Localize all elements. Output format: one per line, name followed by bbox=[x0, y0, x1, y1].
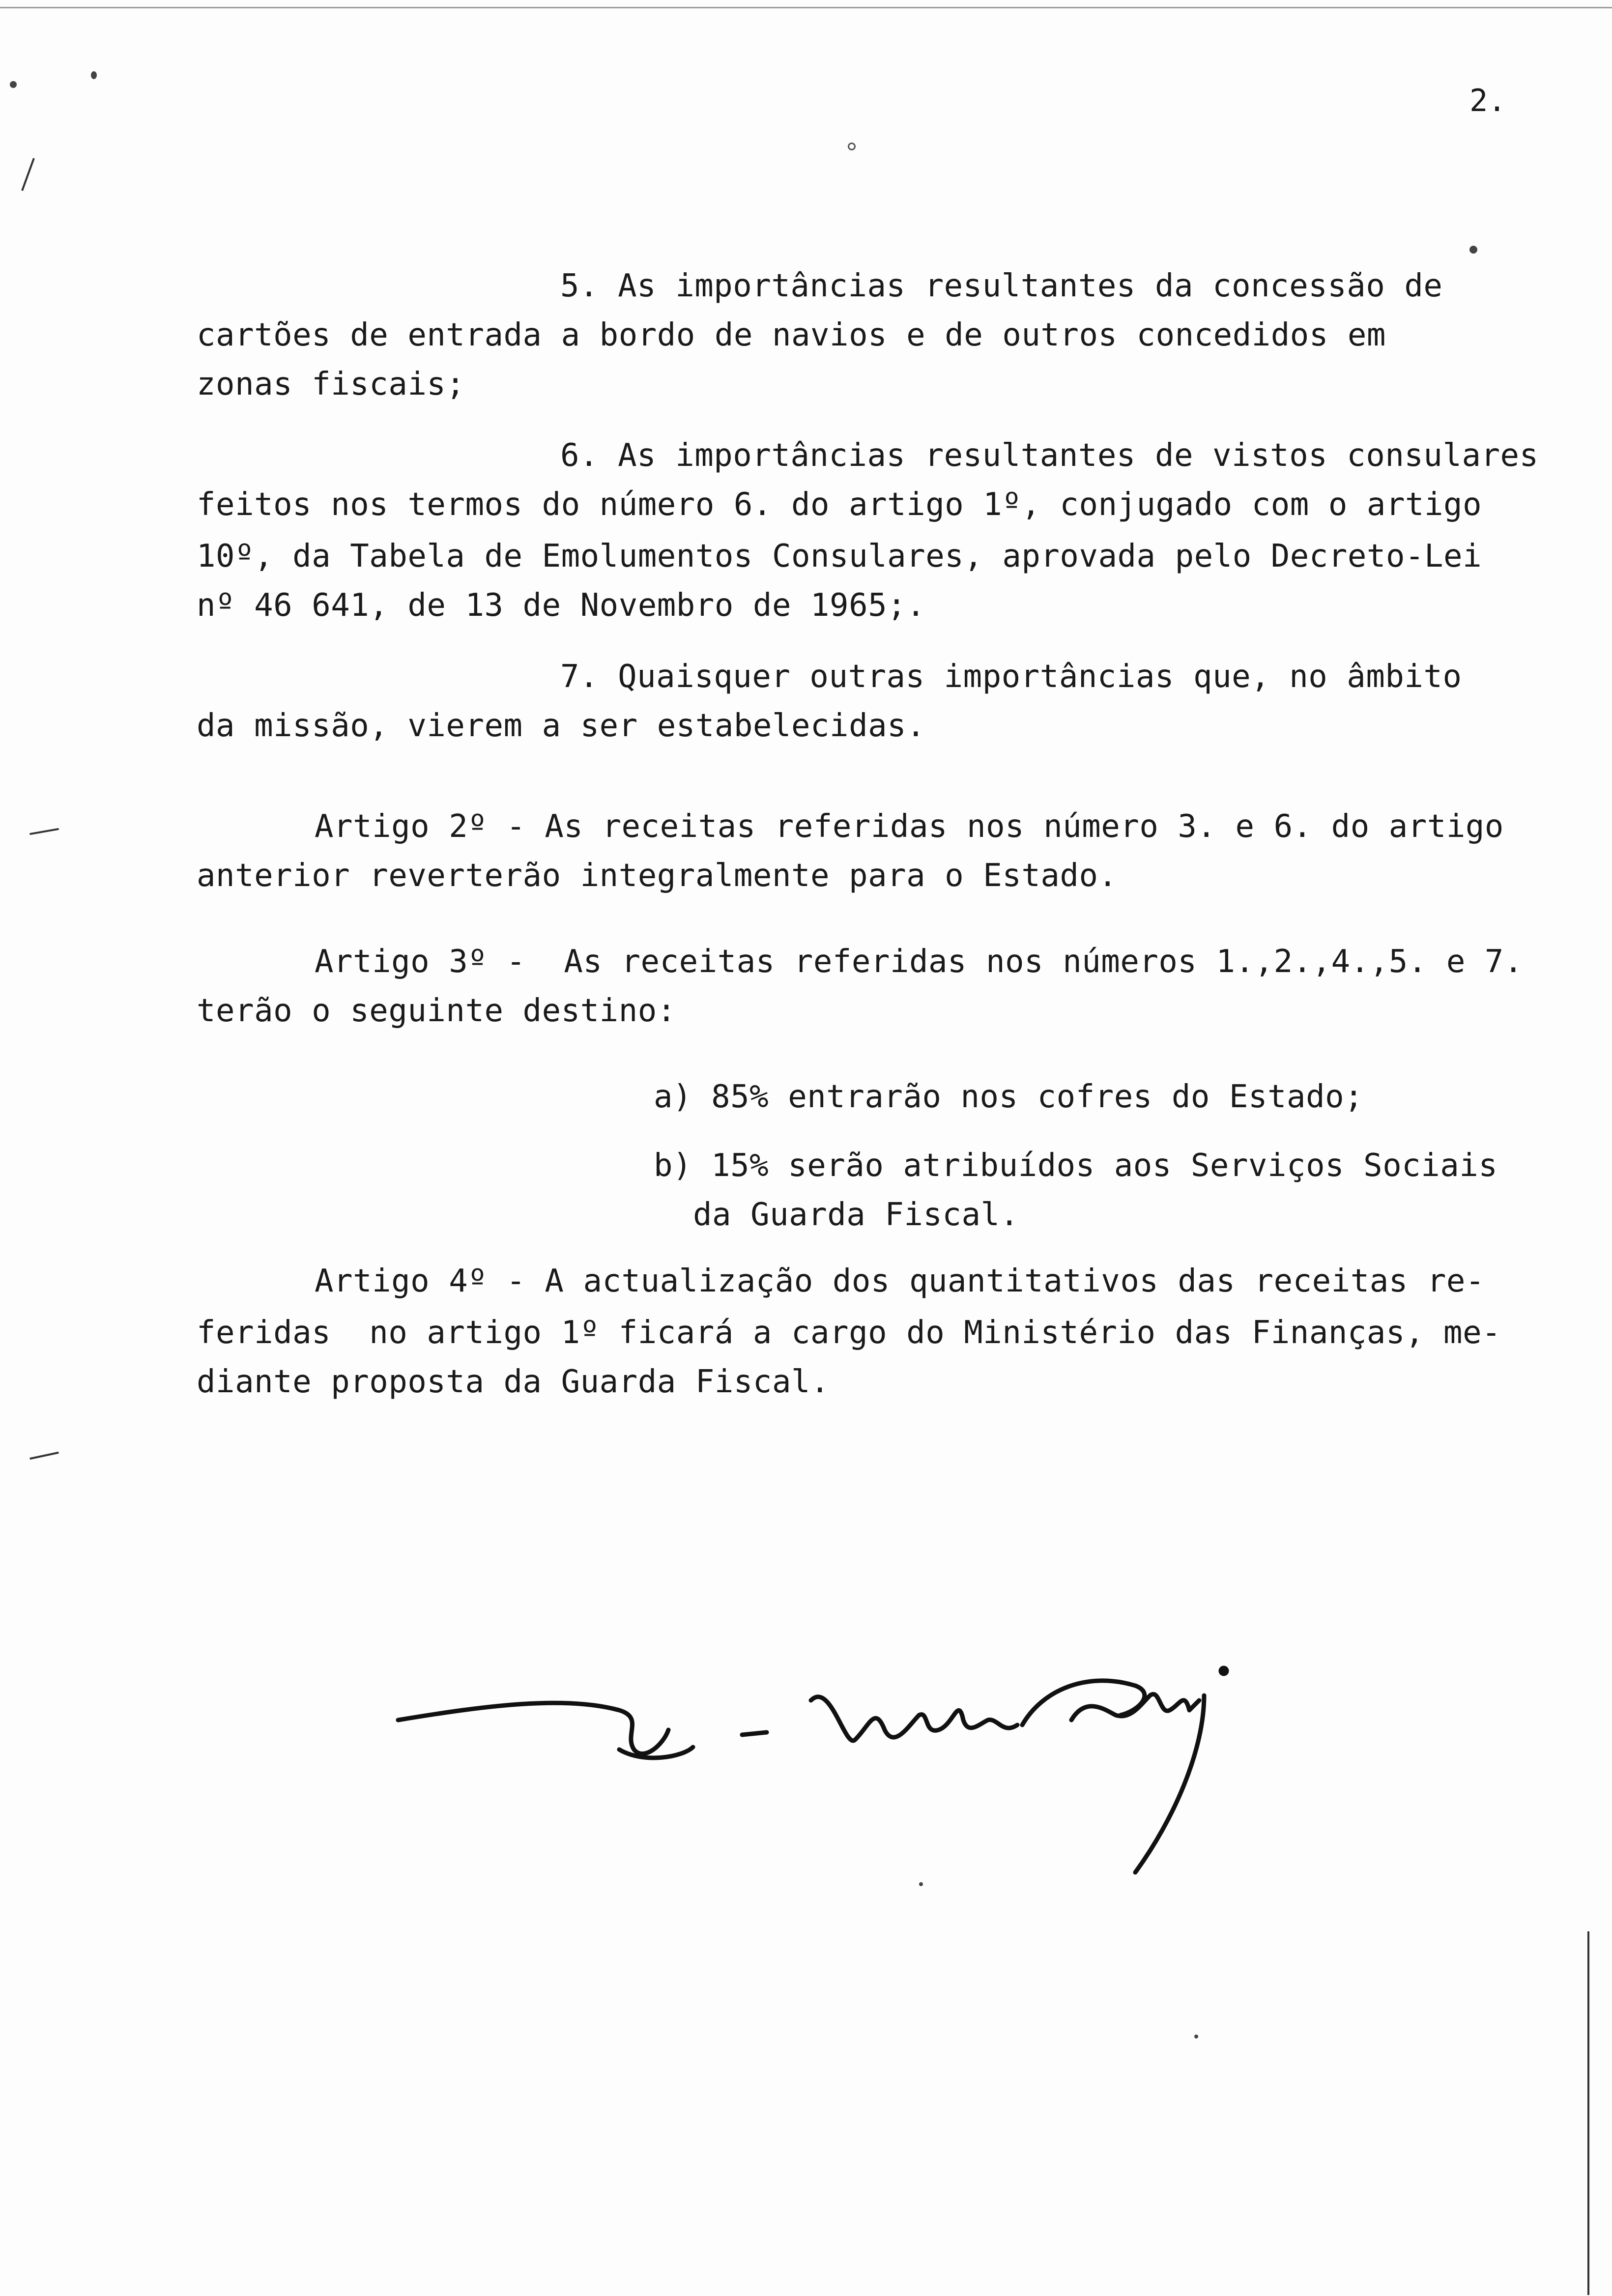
artigo2-line1: Artigo 2º - As receitas referidas nos número 3. e 6. do artigo bbox=[315, 808, 1504, 845]
margin-mark bbox=[29, 828, 59, 835]
item7-line1: 7. Quaisquer outras importâncias que, no âmbito bbox=[560, 659, 1462, 695]
scan-speck bbox=[91, 71, 97, 79]
item6-line4: nº 46 641, de 13 de Novembro de 1965;. bbox=[197, 587, 926, 624]
artigo3-item-a: a) 85% entrarão nos cofres do Estado; bbox=[654, 1079, 1364, 1115]
scan-speck bbox=[919, 1882, 923, 1886]
item6-line2: feitos nos termos do número 6. do artigo 1º, conjugado com o artigo bbox=[197, 487, 1482, 523]
artigo3-line2: terão o seguinte destino: bbox=[197, 993, 676, 1029]
item7-line2: da missão, vierem a ser estabelecidas. bbox=[197, 708, 926, 744]
scan-speck bbox=[848, 143, 856, 150]
artigo3-item-b-line2: da Guarda Fiscal. bbox=[693, 1197, 1019, 1233]
artigo4-line1: Artigo 4º - A actualização dos quantitativos das receitas re- bbox=[315, 1263, 1485, 1299]
scan-speck bbox=[1194, 2035, 1198, 2038]
item6-line1: 6. As importâncias resultantes de vistos consulares bbox=[560, 437, 1539, 474]
top-rule bbox=[0, 7, 1612, 8]
artigo3-line1: Artigo 3º - As receitas referidas nos números 1.,2.,4.,5. e 7. bbox=[315, 944, 1523, 980]
margin-mark bbox=[29, 1452, 59, 1460]
scan-speck bbox=[10, 81, 17, 88]
scan-speck bbox=[1469, 246, 1477, 254]
artigo4-line2: feridas no artigo 1º ficará a cargo do Ministério das Finanças, me- bbox=[197, 1315, 1501, 1351]
item5-line3: zonas fiscais; bbox=[197, 366, 465, 402]
page-number: 2. bbox=[1469, 83, 1506, 118]
margin-mark bbox=[21, 158, 35, 191]
signature bbox=[388, 1651, 1322, 1877]
item5-line1: 5. As importâncias resultantes da concessão de bbox=[560, 268, 1443, 304]
item6-line3: 10º, da Tabela de Emolumentos Consulares, aprovada pelo Decreto-Lei bbox=[197, 538, 1482, 574]
artigo3-item-b-line1: b) 15% serão atribuídos aos Serviços Sociais bbox=[654, 1148, 1498, 1184]
artigo2-line2: anterior reverterão integralmente para o Estado. bbox=[197, 858, 1118, 894]
artigo4-line3: diante proposta da Guarda Fiscal. bbox=[197, 1364, 830, 1400]
item5-line2: cartões de entrada a bordo de navios e de outros concedidos em bbox=[197, 317, 1386, 353]
right-edge-shadow bbox=[1587, 1931, 1589, 2295]
